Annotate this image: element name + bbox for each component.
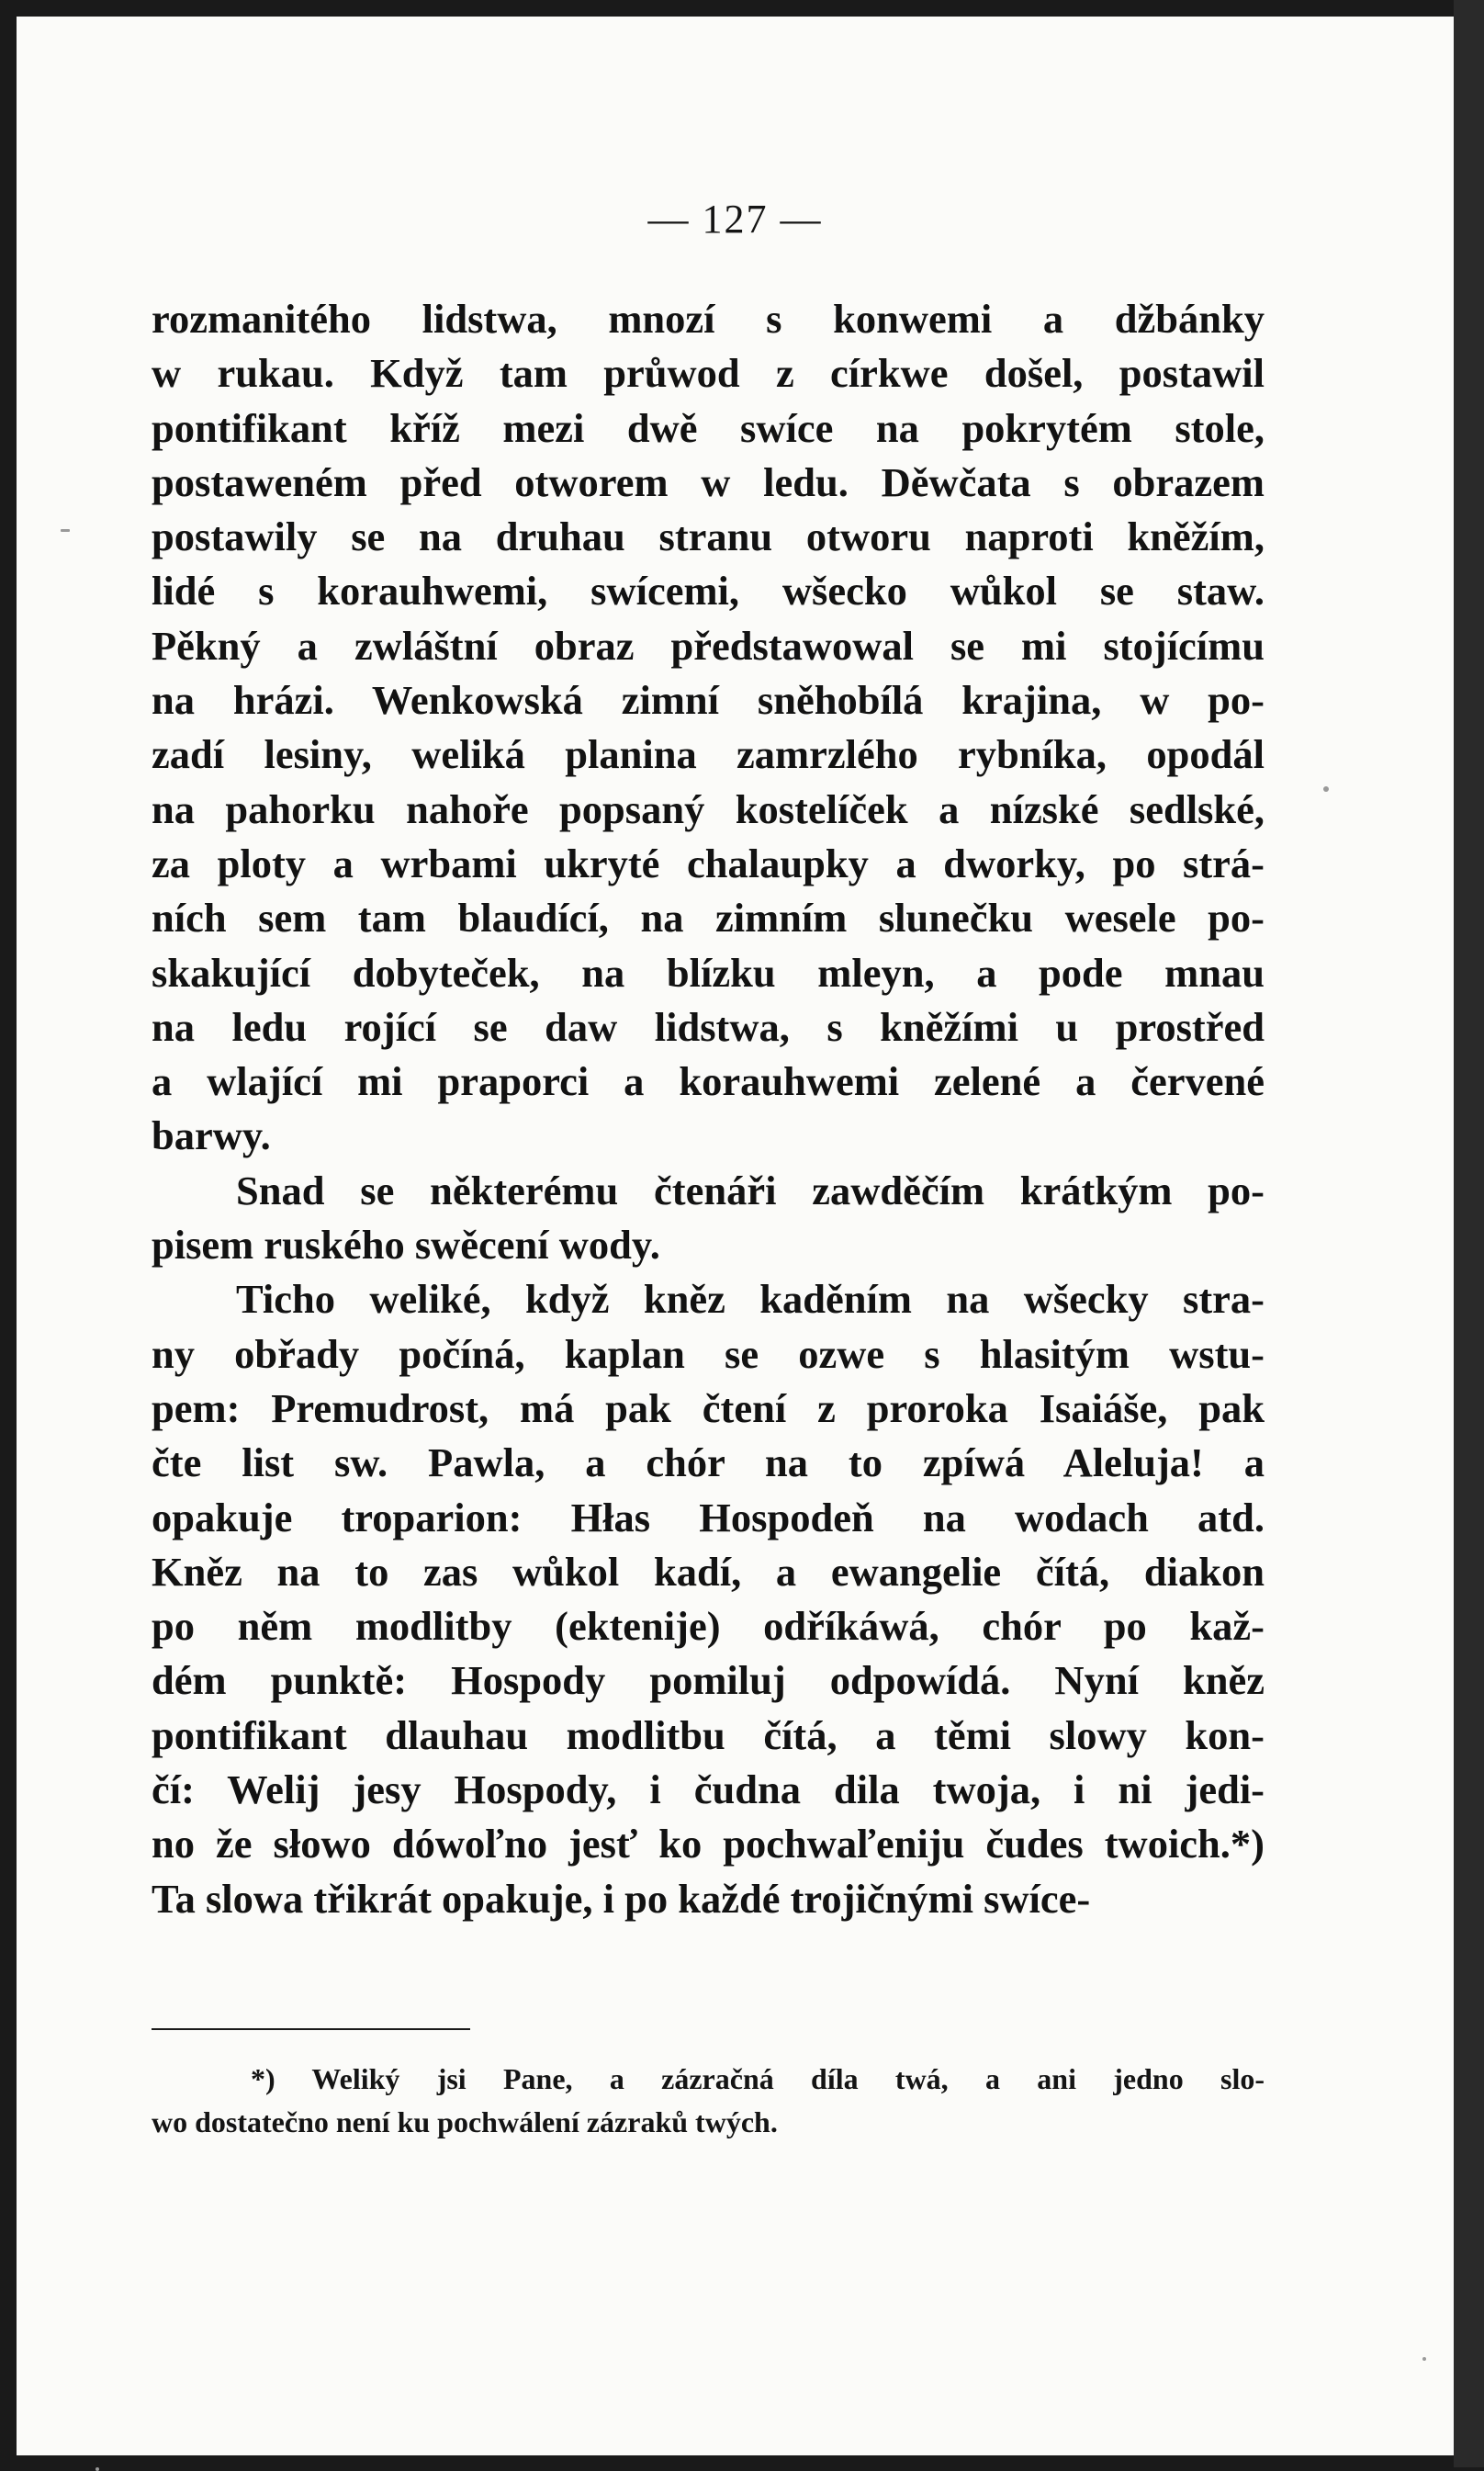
paper-speck	[96, 2467, 99, 2471]
paper-speck	[1323, 786, 1329, 792]
text-line: ních sem tam blaudící, na zimním slunečku wesele po-	[152, 895, 1265, 942]
text-line: postawily se na druhau stranu otworu naproti kněžím,	[152, 513, 1265, 560]
text-line: pisem ruského swěcení wody.	[152, 1222, 660, 1269]
text-line: Ticho weliké, když kněz kaděním na wšecky stra-	[236, 1276, 1265, 1323]
text-line: Pěkný a zwláštní obraz předstawowal se mi stojícímu	[152, 622, 1265, 669]
paper-speck	[1422, 2357, 1426, 2361]
text-line: po něm modlitby (ektenije) odříkáwá, chór po kaž-	[152, 1603, 1265, 1650]
text-line: na ledu rojící se daw lidstwa, s kněžími u prostřed	[152, 1003, 1265, 1050]
text-line: skakující dobyteček, na blízku mleyn, a pode mnau	[152, 949, 1265, 996]
text-line: lidé s korauhwemi, swícemi, wšecko wůkol se staw.	[152, 568, 1265, 615]
text-line: na hrázi. Wenkowská zimní sněhobílá krajina, w po-	[152, 677, 1265, 724]
page-edge-shadow	[1454, 0, 1484, 2467]
text-line: a wlající mi praporci a korauhwemi zelené a červené	[152, 1058, 1265, 1105]
text-line: za ploty a wrbami ukryté chalaupky a dworky, po strá-	[152, 840, 1265, 886]
footnote-rule	[152, 2028, 470, 2030]
text-line: na pahorku nahoře popsaný kostelíček a nízské sedlské,	[152, 785, 1265, 832]
text-line: zadí lesiny, weliká planina zamrzlého rybníka, opodál	[152, 731, 1265, 778]
book-page	[17, 17, 1454, 2455]
text-line: w rukau. Když tam průwod z církwe došel, postawil	[152, 350, 1265, 397]
text-line: čte list sw. Pawla, a chór na to zpíwá Aleluja! a	[152, 1439, 1265, 1486]
text-line: no že słowo dówoľno jesť ko pochwaľeniju čudes twoich.*)	[152, 1821, 1265, 1867]
footnote-line: *) Weliký jsi Pane, a zázračná díla twá, a ani jedno slo-	[251, 2062, 1265, 2095]
text-line: čí: Welij jesy Hospody, i čudna dila twoja, i ni jedi-	[152, 1766, 1265, 1813]
text-line: Snad se některému čtenáři zawděčím krátkým po-	[236, 1167, 1265, 1213]
text-line: dém punktě: Hospody pomiluj odpowídá. Nyní kněz	[152, 1657, 1265, 1704]
text-line: pontifikant dlauhau modlitbu čítá, a těmi slowy kon-	[152, 1711, 1265, 1758]
paragraphs	[152, 292, 1265, 1926]
footnote-line: wo dostatečno není ku pochwálení zázraků twých.	[152, 2105, 778, 2138]
body-text	[152, 292, 1265, 1926]
text-line: pem: Premudrost, má pak čtení z proroka Isaiáše, pak	[152, 1384, 1265, 1431]
paper-mark	[61, 529, 70, 532]
text-line: Kněz na to zas wůkol kadí, a ewangelie čítá, diakon	[152, 1548, 1265, 1595]
text-line: barwy.	[152, 1112, 271, 1159]
text-line: Ta slowa třikrát opakuje, i po každé trojičnými swíce-	[152, 1875, 1091, 1922]
text-line: pontifikant kříž mezi dwě swíce na pokrytém stole,	[152, 404, 1265, 451]
text-line: postaweném před otworem w ledu. Děwčata s obrazem	[152, 458, 1265, 505]
page-number: — 127 —	[647, 197, 823, 242]
text-line: opakuje troparion: Hłas Hospodeň na wodach atd.	[152, 1494, 1265, 1540]
text-line: rozmanitého lidstwa, mnozí s konwemi a džbánky	[152, 296, 1265, 342]
footnote	[152, 2058, 1265, 2144]
text-line: ny obřady počíná, kaplan se ozwe s hlasitým wstu-	[152, 1330, 1265, 1377]
